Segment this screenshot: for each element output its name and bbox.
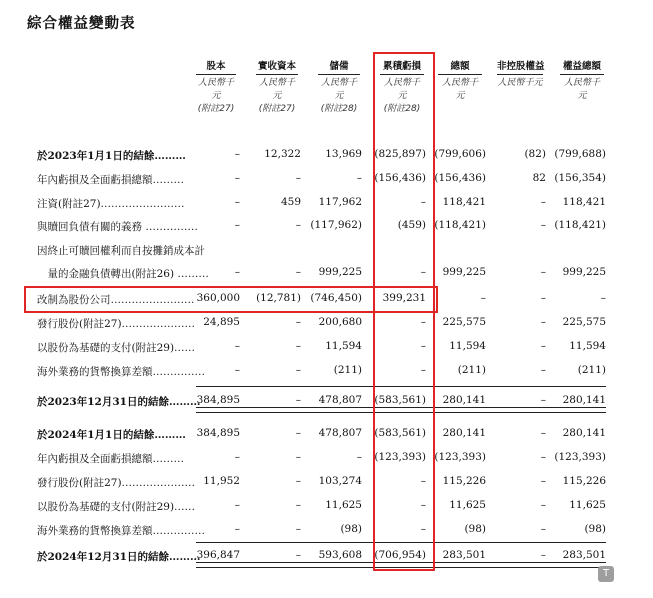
column-header-label: 累積虧損 — [380, 58, 424, 75]
cell-value: – — [540, 219, 546, 231]
row-label: 改制為股份公司…………………… — [37, 294, 195, 306]
cell-value: 115,226 — [442, 475, 486, 487]
row-label: 於2024年1月1日的結餘……… — [37, 429, 186, 441]
row-label: 於2023年12月31日的結餘……… — [37, 396, 201, 408]
cell-value: – — [480, 292, 486, 304]
cell-value: – — [234, 499, 240, 511]
cell-value: 12,322 — [264, 148, 301, 160]
cell-value: 115,226 — [562, 475, 606, 487]
cell-value: – — [295, 316, 301, 328]
cell-value: – — [234, 148, 240, 160]
cell-value: 225,575 — [442, 316, 486, 328]
cell-value: 11,594 — [569, 340, 606, 352]
table-row — [0, 425, 653, 443]
cell-value: – — [420, 316, 426, 328]
cell-value: 283,501 — [562, 549, 606, 561]
row-label: 海外業務的貨幣換算差額…………… — [37, 525, 205, 537]
column-header-label: 權益總額 — [560, 58, 604, 75]
cell-value: 999,225 — [318, 266, 362, 278]
cell-value: – — [540, 394, 546, 406]
cell-value: 478,807 — [318, 394, 362, 406]
row-label: 發行股份(附註27)………………… — [37, 477, 196, 489]
cell-value: 117,962 — [318, 196, 362, 208]
cell-value: – — [295, 219, 301, 231]
table-row — [0, 473, 653, 491]
cell-value: (583,561) — [374, 394, 426, 406]
cell-value: – — [420, 364, 426, 376]
cell-value: 103,274 — [318, 475, 362, 487]
cell-value: 478,807 — [318, 427, 362, 439]
cell-value: – — [295, 427, 301, 439]
cell-value: – — [540, 292, 546, 304]
cell-value: – — [356, 172, 362, 184]
row-label: 注資(附註27)…………………… — [37, 198, 185, 210]
table-row — [0, 241, 653, 259]
cell-value: – — [234, 196, 240, 208]
cell-value: (118,421) — [434, 219, 486, 231]
column-header-label: 總額 — [438, 58, 482, 75]
cell-value: (98) — [464, 523, 486, 535]
cell-value: (156,436) — [434, 172, 486, 184]
row-label: 於2023年1月1日的結餘……… — [37, 150, 186, 162]
cell-value: (12,781) — [256, 292, 301, 304]
cell-value: (583,561) — [374, 427, 426, 439]
column-header-label: 股本 — [196, 58, 236, 75]
cell-value: – — [540, 451, 546, 463]
cell-value: – — [234, 523, 240, 535]
column-header-note: (附註28) — [383, 104, 421, 114]
table-row — [0, 194, 653, 212]
cell-value: 999,225 — [442, 266, 486, 278]
column-header-reserves — [318, 58, 360, 116]
cell-value: (211) — [333, 364, 362, 376]
table-row — [0, 497, 653, 515]
cell-value: – — [295, 499, 301, 511]
table-row — [0, 338, 653, 356]
column-header-total-equity — [560, 58, 604, 103]
cell-value: – — [295, 451, 301, 463]
column-header-unit: 人民幣千元 — [497, 78, 543, 88]
column-header-note: (附註28) — [320, 104, 358, 114]
cell-value: (799,688) — [554, 148, 606, 160]
cell-value: – — [540, 316, 546, 328]
cell-value: 999,225 — [562, 266, 606, 278]
cell-value: – — [234, 451, 240, 463]
column-header-non-controlling-interests — [497, 58, 543, 90]
cell-value: (156,354) — [554, 172, 606, 184]
cell-value: – — [234, 340, 240, 352]
column-header-unit: 人民幣千元 — [258, 78, 295, 101]
cell-value: 24,895 — [203, 316, 240, 328]
cell-value: 280,141 — [442, 427, 486, 439]
page-title: 綜合權益變動表 — [27, 16, 136, 32]
cell-value: – — [295, 475, 301, 487]
cell-value: – — [420, 523, 426, 535]
cell-value: 399,231 — [382, 292, 426, 304]
cell-value: 118,421 — [442, 196, 486, 208]
column-header-unit: 人民幣千元 — [320, 78, 357, 101]
cell-value: 360,000 — [196, 292, 240, 304]
cell-value: – — [420, 499, 426, 511]
cell-value: – — [420, 340, 426, 352]
table-row — [0, 449, 653, 467]
column-header-label: 非控股權益 — [497, 58, 543, 75]
cell-value: – — [540, 364, 546, 376]
highlight-conversion-row — [24, 286, 438, 313]
table-row — [0, 362, 653, 380]
cell-value: – — [295, 172, 301, 184]
column-header-label: 實收資本 — [256, 58, 298, 75]
cell-value: – — [234, 219, 240, 231]
cell-value: – — [234, 364, 240, 376]
cell-value: 82 — [532, 172, 546, 184]
cell-value: – — [420, 266, 426, 278]
cell-value: (123,393) — [434, 451, 486, 463]
cell-value: (706,954) — [374, 549, 426, 561]
row-label: 與贖回負債有關的義務 …………… — [37, 221, 198, 233]
table-row — [0, 314, 653, 332]
cell-value: 11,625 — [569, 499, 606, 511]
cell-value: 280,141 — [442, 394, 486, 406]
cell-value: – — [540, 266, 546, 278]
row-label: 以股份為基礎的支付(附註29)…… — [37, 501, 196, 513]
column-header-share-capital — [196, 58, 236, 116]
cell-value: 384,895 — [196, 427, 240, 439]
cell-value: 13,969 — [325, 148, 362, 160]
cell-value: (123,393) — [374, 451, 426, 463]
table-row — [0, 217, 653, 235]
cell-value: – — [600, 292, 606, 304]
cell-value: (746,450) — [310, 292, 362, 304]
column-header-subtotal — [438, 58, 482, 103]
cell-value: (123,393) — [554, 451, 606, 463]
cell-value: – — [420, 196, 426, 208]
column-header-note: (附註27) — [258, 104, 296, 114]
cell-value: (82) — [524, 148, 546, 160]
cell-value: – — [295, 340, 301, 352]
cell-value: – — [295, 523, 301, 535]
cell-value: 225,575 — [562, 316, 606, 328]
cell-value: 11,594 — [325, 340, 362, 352]
column-header-paid-in-capital — [256, 58, 298, 116]
cell-value: (117,962) — [310, 219, 362, 231]
cell-value: 118,421 — [562, 196, 606, 208]
cell-value: – — [234, 266, 240, 278]
cell-value: 396,847 — [196, 549, 240, 561]
cell-value: – — [540, 340, 546, 352]
column-header-label: 儲備 — [318, 58, 360, 75]
cell-value: – — [356, 451, 362, 463]
row-label: 因終止可贖回權利而自按攤銷成本計 — [37, 245, 205, 257]
cell-value: 593,608 — [318, 549, 362, 561]
cell-value: 283,501 — [442, 549, 486, 561]
column-header-unit: 人民幣千元 — [441, 78, 478, 101]
cell-value: – — [295, 549, 301, 561]
row-label: 發行股份(附註27)………………… — [37, 318, 196, 330]
cell-value: – — [540, 196, 546, 208]
column-header-note: (附註27) — [197, 104, 235, 114]
cell-value: – — [540, 523, 546, 535]
cell-value: 280,141 — [562, 394, 606, 406]
cell-value: 11,594 — [449, 340, 486, 352]
cell-value: (825,897) — [374, 148, 426, 160]
row-label: 於2024年12月31日的結餘……… — [37, 551, 201, 563]
cell-value: (211) — [457, 364, 486, 376]
cell-value: – — [540, 475, 546, 487]
table-row — [0, 146, 653, 164]
cell-value: 384,895 — [196, 394, 240, 406]
cell-value: (98) — [340, 523, 362, 535]
cell-value: 11,952 — [203, 475, 240, 487]
cell-value: (98) — [584, 523, 606, 535]
cell-value: (118,421) — [554, 219, 606, 231]
cell-value: 200,680 — [318, 316, 362, 328]
watermark-logo-icon: T — [598, 566, 614, 582]
cell-value: – — [295, 364, 301, 376]
table-row — [0, 170, 653, 188]
cell-value: – — [540, 499, 546, 511]
cell-value: – — [540, 427, 546, 439]
cell-value: 11,625 — [449, 499, 486, 511]
row-label: 年內虧損及全面虧損總額……… — [37, 453, 184, 465]
row-label: 年內虧損及全面虧損總額……… — [37, 174, 184, 186]
table-row — [0, 264, 653, 282]
cell-value: (799,606) — [434, 148, 486, 160]
cell-value: – — [234, 172, 240, 184]
column-header-unit: 人民幣千元 — [383, 78, 420, 101]
cell-value: 11,625 — [325, 499, 362, 511]
column-header-unit: 人民幣千元 — [563, 78, 600, 101]
cell-value: (156,436) — [374, 172, 426, 184]
cell-value: (459) — [397, 219, 426, 231]
column-header-unit: 人民幣千元 — [197, 78, 234, 101]
cell-value: 280,141 — [562, 427, 606, 439]
cell-value: – — [420, 475, 426, 487]
row-label: 量的金融負債轉出(附註26) ……… — [37, 268, 209, 280]
cell-value: 459 — [280, 196, 301, 208]
row-label: 海外業務的貨幣換算差額…………… — [37, 366, 205, 378]
cell-value: (211) — [577, 364, 606, 376]
cell-value: – — [295, 394, 301, 406]
cell-value: – — [540, 549, 546, 561]
table-row — [0, 521, 653, 539]
row-label: 以股份為基礎的支付(附註29)…… — [37, 342, 196, 354]
cell-value: – — [295, 266, 301, 278]
